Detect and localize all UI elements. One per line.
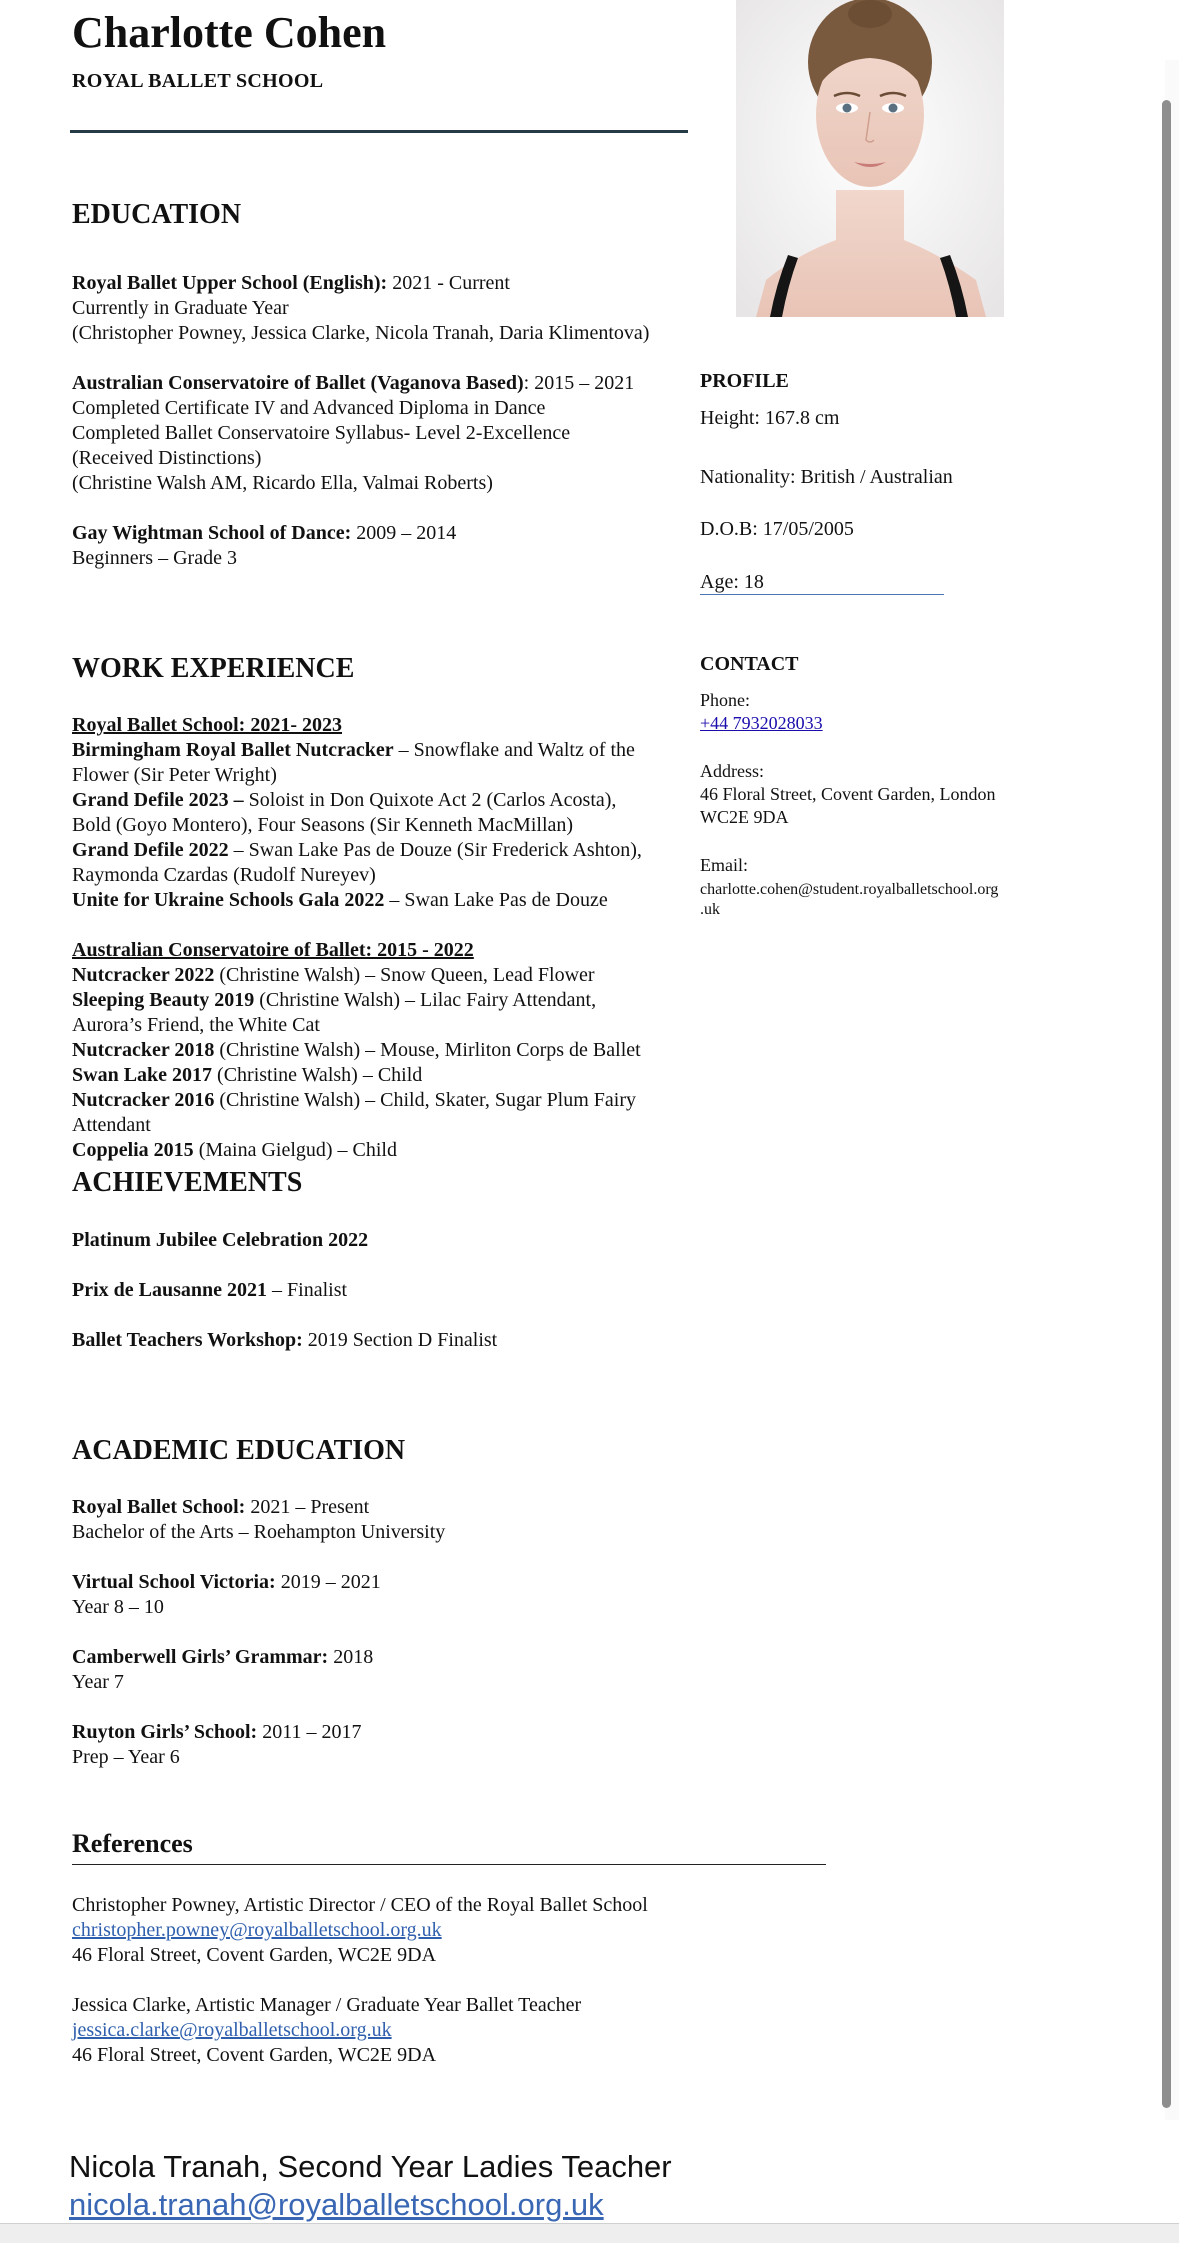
list-item: Swan Lake 2017 (Christine Walsh) – Child: [72, 1064, 423, 1086]
work-group-title: Australian Conservatoire of Ballet: 2015 - 2022: [72, 939, 474, 961]
scrollbar-thumb[interactable]: [1162, 100, 1171, 2108]
reference-name: Nicola Tranah, Second Year Ladies Teacher: [69, 2149, 672, 2184]
list-item: Prix de Lausanne 2021 – Finalist: [72, 1279, 348, 1301]
address-label: Address:: [700, 761, 764, 781]
work-heading: WORK EXPERIENCE: [72, 653, 355, 684]
profile-age: Age: 18: [700, 571, 764, 593]
list-item: Grand Defile 2023 – Soloist in Don Quixote Act 2 (Carlos Acosta),: [72, 789, 617, 811]
list-item: Nutcracker 2018 (Christine Walsh) – Mouse, Mirliton Corps de Ballet: [72, 1039, 641, 1061]
reference-address: 46 Floral Street, Covent Garden, WC2E 9DA: [72, 2044, 437, 2066]
list-item: Birmingham Royal Ballet Nutcracker – Snowflake and Waltz of the: [72, 739, 635, 761]
contact-heading: CONTACT: [700, 653, 799, 675]
references-heading: References: [72, 1829, 193, 1858]
work-group-title: Royal Ballet School: 2021- 2023: [72, 714, 342, 736]
list-item: Nutcracker 2016 (Christine Walsh) – Child, Skater, Sugar Plum Fairy: [72, 1089, 637, 1111]
profile-heading: PROFILE: [700, 370, 789, 392]
list-item: Sleeping Beauty 2019 (Christine Walsh) – Lilac Fairy Attendant,: [72, 989, 597, 1011]
references-list: [72, 1893, 832, 2068]
contact-email: charlotte.cohen@student.royalballetschool.org .uk: [700, 881, 999, 918]
reference-zoomed: [69, 2148, 829, 2224]
education-heading: EDUCATION: [72, 199, 242, 230]
portrait-photo: [736, 0, 1004, 317]
education-list: [72, 271, 712, 571]
list-item: Nutcracker 2022 (Christine Walsh) – Snow Queen, Lead Flower: [72, 964, 595, 986]
address-line: 46 Floral Street, Covent Garden, London: [700, 784, 996, 804]
profile-height: Height: 167.8 cm: [700, 407, 840, 429]
header-divider: [70, 130, 688, 133]
list-item: Virtual School Victoria: 2019 – 2021: [72, 1571, 381, 1593]
profile-dob: D.O.B: 17/05/2005: [700, 518, 854, 540]
list-item: Unite for Ukraine Schools Gala 2022 – Swan Lake Pas de Douze: [72, 889, 608, 911]
email-label: Email:: [700, 855, 748, 875]
list-item: Ruyton Girls’ School: 2011 – 2017: [72, 1721, 362, 1743]
profile-divider: [700, 594, 944, 595]
bottom-toolbar: [0, 2223, 1179, 2243]
contact-block: [700, 689, 1040, 877]
reference-name: Christopher Powney, Artistic Director / CEO of the Royal Ballet School: [72, 1894, 648, 1916]
education-entry: Gay Wightman School of Dance: 2009 – 2014 Beginners – Grade 3: [72, 522, 457, 569]
academic-list: Royal Ballet School: 2021 – Present Bachelor of the Arts – Roehampton University Virtual School Victoria: 2019 – 2021 Year 8 – 10 Camberwell Girls’ Grammar: 2018 Year 7 Ruyton Girls’ School: 2011 – 2017 Prep – Year 6: [72, 1495, 712, 1770]
reference-email-link[interactable]: christopher.powney@royalballetschool.org.uk: [72, 1919, 442, 1941]
profile-nationality: Nationality: British / Australian: [700, 466, 953, 488]
address-line: WC2E 9DA: [700, 807, 789, 827]
phone-link[interactable]: +44 7932028033: [700, 713, 823, 733]
achievements-heading: ACHIEVEMENTS: [72, 1167, 303, 1198]
phone-label: Phone:: [700, 690, 751, 710]
reference-name: Jessica Clarke, Artistic Manager / Graduate Year Ballet Teacher: [72, 1994, 582, 2016]
list-item: Grand Defile 2022 – Swan Lake Pas de Douze (Sir Frederick Ashton),: [72, 839, 642, 861]
list-item: Ballet Teachers Workshop: 2019 Section D Finalist: [72, 1329, 498, 1351]
list-item: Camberwell Girls’ Grammar: 2018: [72, 1646, 374, 1668]
academic-heading: ACADEMIC EDUCATION: [72, 1435, 406, 1466]
reference-address: 46 Floral Street, Covent Garden, WC2E 9DA: [72, 1944, 437, 1966]
reference-email-link[interactable]: jessica.clarke@royalballetschool.org.uk: [72, 2019, 392, 2041]
list-item: Platinum Jubilee Celebration 2022: [72, 1229, 369, 1251]
references-divider: [72, 1864, 826, 1865]
list-item: Royal Ballet School: 2021 – Present: [72, 1496, 370, 1518]
reference-email-link[interactable]: nicola.tranah@royalballetschool.org.uk: [69, 2187, 604, 2222]
page-title: Charlotte Cohen: [72, 8, 387, 57]
education-entry: Australian Conservatoire of Ballet (Vaganova Based): 2015 – 2021 Completed Certificate IV and Advanced Diploma in Dance Completed Ballet Conservatoire Syllabus- Level 2-Excellence (Received Distinctions) (Christine Walsh AM, Ricardo Ella, Valmai Roberts): [72, 372, 635, 494]
list-item: Coppelia 2015 (Maina Gielgud) – Child: [72, 1139, 397, 1161]
education-entry: Royal Ballet Upper School (English): 2021 - Current Currently in Graduate Year (Christopher Powney, Jessica Clarke, Nicola Tranah, Daria Klimentova): [72, 272, 650, 344]
school-subtitle: ROYAL BALLET SCHOOL: [72, 70, 324, 92]
work-list: Royal Ballet School: 2021- 2023 Birmingham Royal Ballet Nutcracker – Snowflake and Waltz of the Flower (Sir Peter Wright) Grand Defile 2023 – Soloist in Don Quixote Act 2 (Carlos Acosta), Bold (Goyo Montero), Four Seasons (Sir Kenneth MacMillan) Grand Defile 2022 – Swan Lake Pas de Douze (Sir Frederick Ashton), Raymonda Czardas (Rudolf Nureyev) Unite for Ukraine Schools Gala 2022 – Swan Lake Pas de Douze Australian Conservatoire of Ballet: 2015 - 2022 Nutcracker 2022 (Christine Walsh) – Snow Queen, Lead Flower Sleeping Beauty 2019 (Christine Walsh) – Lilac Fairy Attendant, Aurora’s Friend, the White Cat Nutcracker 2018 (Christine Walsh) – Mouse, Mirliton Corps de Ballet Swan Lake 2017 (Christine Walsh) – Child Nutcracker 2016 (Christine Walsh) – Child, Skater, Sugar Plum Fairy Attendant Coppelia 2015 (Maina Gielgud) – Child: [72, 713, 712, 1163]
achievements-list: [72, 1228, 712, 1353]
